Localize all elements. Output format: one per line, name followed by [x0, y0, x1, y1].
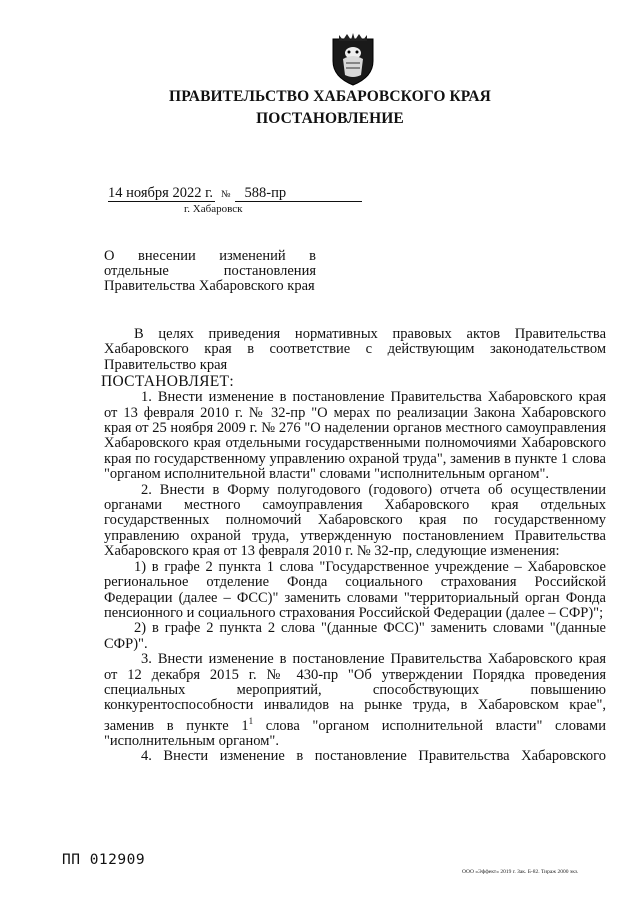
clause-3	[104, 652, 606, 749]
government-title: ПРАВИТЕЛЬСТВО ХАБАРОВСКОГО КРАЯ	[169, 88, 491, 105]
print-info: ООО «Эффект» 2019 г. Зак. Б-82. Тираж 2000 экз.	[462, 869, 579, 875]
date-number-line	[108, 185, 362, 202]
subject-line: отдельные постановления	[104, 263, 316, 279]
preamble: В целях приведения нормативных правовых актов Правительства Хабаровского края в соответствие с действующим законодательством Правительство края	[104, 326, 606, 373]
clause-2-subitem-2: 2) в графе 2 пункта 2 слова "(данные ФСС)" заменить словами "(данные СФР)".	[104, 620, 606, 652]
city: г. Хабаровск	[184, 203, 243, 215]
number-sign: №	[221, 189, 231, 200]
serial-number: ПП 012909	[62, 852, 146, 868]
clause-3-superscript: 1	[248, 715, 254, 726]
document-type: ПОСТАНОВЛЕНИЕ	[256, 110, 404, 127]
document-body	[101, 326, 606, 765]
clause-2: 2. Внести в Форму полугодового (годового) отчета об осуществлении органами местного самоуправления Хабаровского края отдельных государственных полномочий Хабаровского края по государственному управлению охраной труда, утвержденную постановлением Правительства Хабаровского края от 13 февраля 2010 г. № 32-пр, следующие изменения:	[104, 481, 606, 560]
clause-2-subitem-1: 1) в графе 2 пункта 1 слова "Государственное учреждение – Хабаровское региональное отделение Фонда социального страхования Российской Федерации (далее – ФСС)" заменить словами "территориальный орган Фонда пенсионного и социального страхования Российской Федерации (далее – СФР)";	[104, 558, 606, 621]
clause-3-text-end: слова "органом исполнительной власти" словами "исполнительным органом".	[104, 717, 606, 749]
coat-of-arms-emblem	[329, 31, 377, 87]
decree-word: ПОСТАНОВЛЯЕТ:	[101, 373, 234, 391]
document-date: 14 ноября 2022 г.	[108, 185, 214, 201]
subject-line: О внесении изменений в	[104, 248, 316, 264]
clause-4: 4. Внести изменение в постановление Правительства Хабаровского	[141, 748, 606, 765]
clause-3-text: 3. Внести изменение в постановление Правительства Хабаровского края от 12 декабря 2015 г. № 430-пр "Об утверждении Порядка проведения специальных мероприятий, способствующих повышению конкурентоспособности инвалидов на рынке труда, в Хабаровском крае", заменив в пункте 1	[104, 651, 606, 734]
document-subject	[104, 249, 316, 294]
clause-1: 1. Внести изменение в постановление Правительства Хабаровского края от 13 февраля 2010 г. № 32-пр "О мерах по реализации Закона Хабаровского края от 25 ноября 2009 г. № 276 "О наделении органов местного самоуправления Хабаровского края отдельными государственными полномочиями Хабаровского края по государственному управлению охраной труда", заменив в пункте 1 слова "органом исполнительной власти" словами "исполнительным органом".	[104, 389, 606, 483]
subject-line: Правительства Хабаровского края	[104, 278, 315, 294]
document-number: 588-пр	[235, 186, 362, 202]
